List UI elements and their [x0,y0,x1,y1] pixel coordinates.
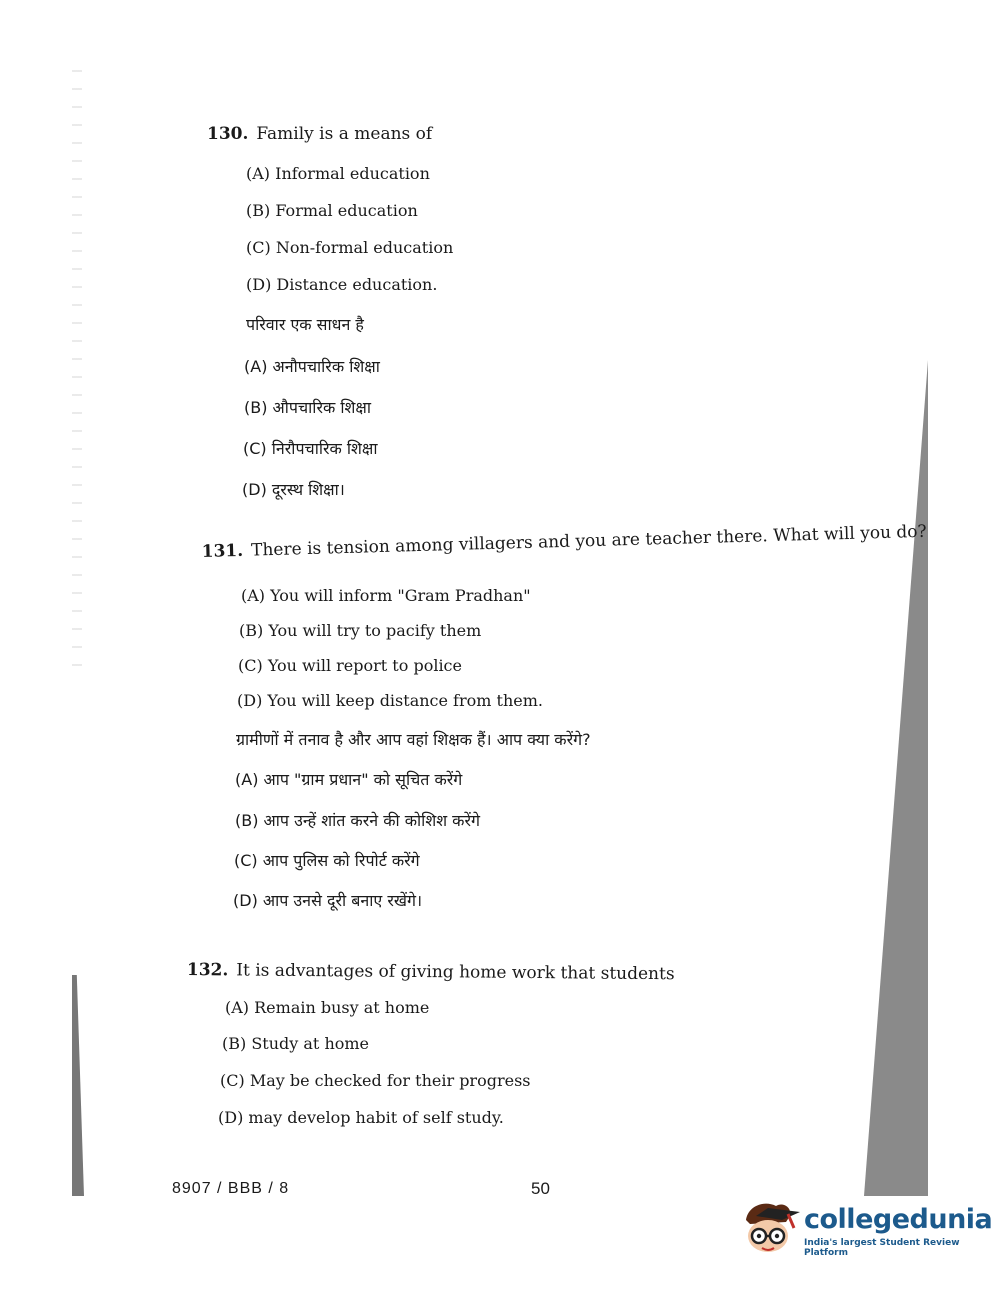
logo-wordmark: collegedunia [804,1204,993,1235]
option-d: (D) may develop habit of self study. [218,1108,504,1127]
option-a: (A) Informal education [246,164,430,183]
option-a: (A) Remain busy at home [225,998,430,1017]
collegedunia-logo [742,1198,993,1268]
option-b: (B) Formal education [246,201,418,220]
option-a: (A) You will inform "Gram Pradhan" [241,586,531,605]
option-b: (B) Study at home [222,1034,370,1053]
option-d-hindi: (D) आप उनसे दूरी बनाए रखेंगे। [233,891,423,910]
question-text: It is advantages of giving home work that students [236,960,675,985]
scan-shadow [864,360,928,1196]
option-b-hindi: (B) आप उन्हें शांत करने की कोशिश करेंगे [235,811,481,830]
question-number: 132. [186,960,229,981]
option-a-hindi: (A) आप "ग्राम प्रधान" को सूचित करेंगे [235,770,463,789]
option-b: (B) You will try to pacify them [239,621,482,640]
option-c-hindi: (C) आप पुलिस को रिपोर्ट करेंगे [234,851,420,870]
option-c: (C) You will report to police [238,656,462,675]
option-d: (D) You will keep distance from them. [237,691,543,710]
option-d: (D) Distance education. [246,275,438,294]
question-text: Family is a means of [256,124,433,144]
question-stem [187,962,675,983]
option-c: (C) May be checked for their progress [220,1071,531,1090]
question-stem [201,521,927,562]
question-stem [207,126,432,143]
paper-code: 8907 / BBB / 8 [172,1180,290,1197]
mascot-icon [742,1198,802,1262]
option-a-hindi: (A) अनौपचारिक शिक्षा [244,357,380,376]
scan-shadow [72,975,84,1196]
page-number: 50 [531,1179,550,1198]
option-c: (C) Non-formal education [246,238,454,257]
binding-marks [72,70,82,670]
question-number: 130. [207,124,249,144]
question-131 [201,521,927,562]
question-text: There is tension among villagers and you are teacher there. What will you do? [250,521,927,561]
option-b-hindi: (B) औपचारिक शिक्षा [244,398,372,417]
question-text-hindi: परिवार एक साधन है [246,315,364,334]
question-132 [187,962,675,983]
option-d-hindi: (D) दूरस्थ शिक्षा। [242,480,345,499]
question-number: 131. [201,540,244,562]
question-130 [207,126,432,143]
option-c-hindi: (C) निरौपचारिक शिक्षा [243,439,378,458]
logo-tagline: India's largest Student Review Platform [804,1238,960,1258]
question-text-hindi: ग्रामीणों में तनाव है और आप वहां शिक्षक हैं। आप क्या करेंगे? [236,730,591,749]
